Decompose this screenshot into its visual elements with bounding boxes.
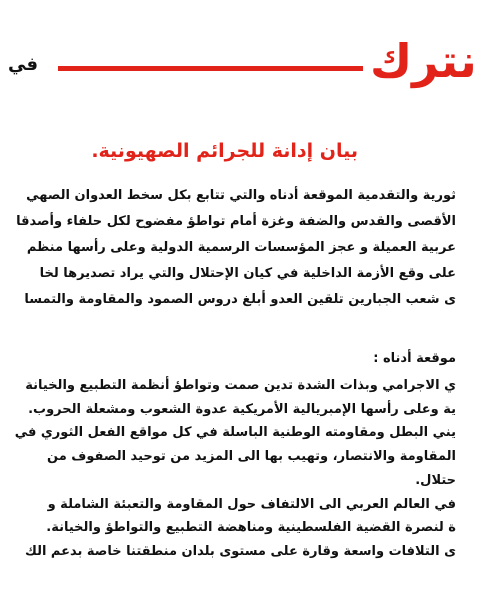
intro-line: عربية العميلة و عجز المؤسسات الرسمية الدولية وعلى رأسها منظم	[26, 240, 456, 255]
header-side-text: في	[8, 54, 38, 75]
header	[0, 0, 477, 110]
document-title: بيان إدانة للجرائم الصهيونية.	[91, 140, 358, 162]
list-line: حتلال.	[415, 472, 456, 488]
list-line: المقاومة والانتصار، وتهيب بها الى المزيد من توحيد الصفوف من	[47, 449, 456, 465]
intro-line: الأقصى والقدس والضفة وغزة أمام تواطؤ مفضوح لكل حلفاء وأصدقا	[16, 214, 456, 229]
list-line: يني البطل ومقاومته الوطنية الباسلة في كل مواقع الفعل الثوري في	[14, 425, 456, 441]
intro-line: ثورية والتقدمية الموقعة أدناه والتي تتابع بكل سخط العدوان الصهي	[26, 188, 456, 203]
demands-list	[0, 374, 456, 564]
list-intro: موقعة أدناه :	[373, 351, 456, 366]
list-line: ي الاجرامي وبذات الشدة تدين صمت وتواطؤ أنظمة التطبيع والخيانة	[25, 378, 456, 393]
list-line: ية وعلى رأسها الإمبريالية الأمريكية عدوة الشعوب ومشعلة الحروب.	[28, 401, 456, 417]
intro-paragraph	[0, 183, 456, 313]
intro-line: على وقع الأزمة الداخلية في كيان الإحتلال والتي يراد تصديرها لخا	[39, 266, 456, 281]
list-line: في العالم العربي الى الالتفاف حول المقاومة والتعبئة الشاملة و	[47, 496, 456, 512]
brand-title: نترك	[370, 34, 477, 88]
header-rule	[58, 66, 363, 71]
intro-line: ى شعب الجبارين تلقين العدو أبلغ دروس الصمود والمقاومة والتمسا	[24, 292, 456, 307]
list-line: ة لنصرة القضية الفلسطينية ومناهضة التطبيع والتواطؤ والخيانة.	[46, 520, 456, 536]
list-line: ى التلافات واسعة وقارة على مستوى بلدان منطقتنا خاصة بدعم الك	[24, 543, 456, 559]
